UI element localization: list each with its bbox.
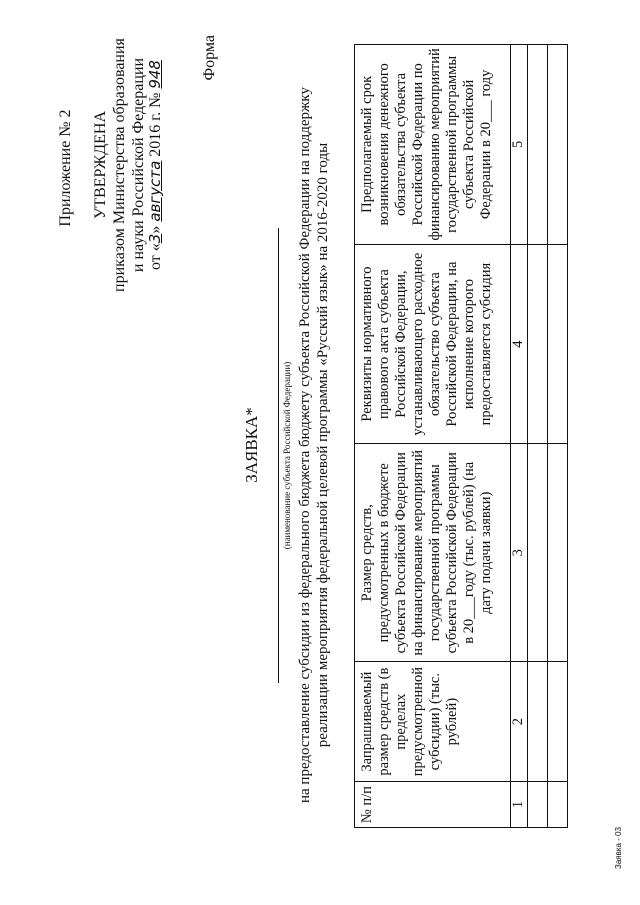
header-cell-requested: Запрашиваемый размер средств (в пределах предусмотренной субсидии) (тыс. рублей) xyxy=(355,662,511,782)
order-number: 948 xyxy=(146,60,164,89)
column-number: 1 xyxy=(511,782,528,828)
header-cell-deadline: Предполагаемый срок возникновения денежного обязательства субъекта Российской Федерации по финансированию мероприятий государственной программы субъекта Российской Федерации в 20___ году xyxy=(355,45,511,245)
header-cell-number: № п/п xyxy=(355,782,511,828)
document-title: ЗАЯВКА* xyxy=(242,407,261,483)
date-prefix: от « xyxy=(147,243,164,270)
form-label: Форма xyxy=(201,35,218,81)
title-line-2: реализации мероприятия федеральной целевой программы «Русский язык» на 2016-2020 годы xyxy=(315,142,331,748)
header-cell-legal-act: Реквизиты нормативного правового акта субъекта Российской Федерации, устанавливающего расходное обязательство субъекта Российской Федерации, на исполнение которого предоставляется субсидия xyxy=(355,244,511,444)
column-number: 5 xyxy=(511,45,528,245)
column-number: 3 xyxy=(511,444,528,662)
ministry-line: и науки Российской Федерации xyxy=(130,57,147,273)
date-month: августа xyxy=(146,160,164,222)
approved-label: УТВЕРЖДЕНА xyxy=(92,111,109,220)
order-date xyxy=(146,25,165,305)
column-number: 2 xyxy=(511,662,528,782)
title-line-1: на предоставление субсидии из федерального бюджета бюджету субъекта Российской Федерации на поддержку xyxy=(297,87,313,803)
subject-caption: (наименование субъекта Российской Федерации) xyxy=(282,361,292,550)
date-mid: » xyxy=(147,221,164,234)
application-table xyxy=(354,44,568,828)
column-number-row xyxy=(511,45,528,828)
table-row xyxy=(548,45,568,828)
table-row xyxy=(528,45,548,828)
order-line: приказом Министерства образования xyxy=(111,38,128,292)
form-code: Заявка - 03 xyxy=(614,827,623,869)
header-cell-budget: Размер средств, предусмотренных в бюджете субъекта Российской Федерации на финансирование мероприятий государственной программы субъекта Российской Федерации в 20___году (тыс. рублей) (на дату подачи заявки) xyxy=(355,444,511,662)
appendix-label: Приложение № 2 xyxy=(57,109,74,227)
date-day: 3 xyxy=(146,233,164,244)
date-year: 2016 г. № xyxy=(147,88,164,161)
subject-blank-line xyxy=(278,228,279,683)
table-header-row xyxy=(355,45,511,828)
column-number: 4 xyxy=(511,244,528,444)
